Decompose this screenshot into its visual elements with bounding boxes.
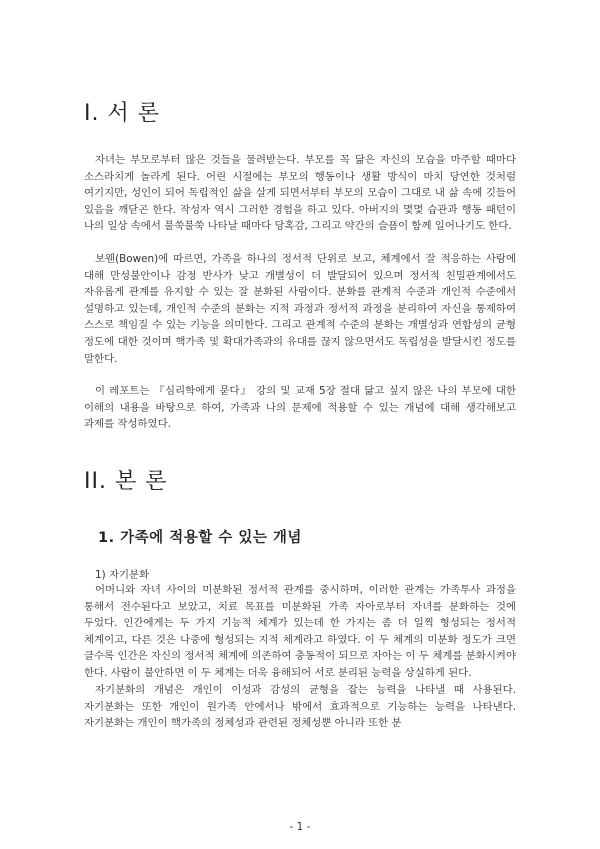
subsection-heading: 1. 가족에 적용할 수 있는 개념 xyxy=(98,530,302,546)
item-label-self-differentiation: 1) 자기분화 xyxy=(95,569,150,581)
intro-paragraph-3: 이 레포트는 『심리학에게 묻다』 강의 및 교재 5장 절대 닮고 싶지 않은 나의 부모에 대한 이해의 내용을 바탕으로 하여, 가족과 나의 문제에 적용할 수 있는 개념에 대해 생각해보고 과제를 작성하였다. xyxy=(84,385,516,431)
body-paragraph-2: 자기분화의 개념은 개인이 이성과 감성의 균형을 잡는 능력을 나타낼 때 사용된다. 자기분화는 또한 개인이 원가족 안에서나 밖에서 효과적으로 기능하는 능력을 나타낸다. 자기분화는 개인이 핵가족의 정체성과 관련된 정체성뿐 아니라 또한 분 xyxy=(84,684,516,730)
section-heading-body: II. 본 론 xyxy=(84,469,168,494)
intro-paragraph-1: 자녀는 부모로부터 많은 것들을 물려받는다. 부모를 꼭 닮은 자신의 모습을 마주할 때마다 소스라치게 놀라게 된다. 어린 시절에는 부모의 행동이나 생활 방식이 마치 당연한 것처럼 여기지만, 성인이 되어 독립적인 삶을 살게 되면서부터 부모의 모습이 그대로 내 삶 속에 깃들어 있음을 깨닫곤 한다. 작성자 역시 그러한 경험을 하고 있다. 아버지의 몇몇 습관과 행동 패턴이 나의 일상 속에서 불쑥불쑥 나타날 때마다 당혹감, 그리고 약간의 슬픔이 함께 일어나기도 한다. xyxy=(84,154,516,233)
page-number: - 1 - xyxy=(289,821,311,833)
section-heading-introduction: I. 서 론 xyxy=(84,101,160,126)
body-paragraph-1: 어머니와 자녀 사이의 미분화된 정서적 관계를 중시하며, 이러한 관계는 가족투사 과정을 통해서 전수된다고 보았고, 치료 목표를 미분화된 가족 자아로부터 자녀를 분화하는 것에 두었다. 인간에게는 두 가지 기능적 체계가 있는데 한 가지는 좀 더 일찍 형성되는 정서적 체계이고, 다른 것은 나중에 형성되는 지적 체계라고 하였다. 이 두 체계의 미분화 정도가 크면 클수록 인간은 자신의 정서적 체계에 의존하여 충동적이 되므로 자아는 이 두 체계를 분화시켜야 한다. 사람이 불안하면 이 두 체계는 더욱 융해되어 서로 분리된 능력을 상실하게 된다. xyxy=(84,584,516,679)
intro-paragraph-2: 보웬(Bowen)에 따르면, 가족을 하나의 정서적 단위로 보고, 체계에서 잘 적응하는 사람에 대해 만성불안이나 감정 반사가 낮고 개별성이 더 발달되어 있으며 정서적 친밀관계에서도 자유롭게 관계를 유지할 수 있는 잘 분화된 사람이다. 분화를 관계적 수준과 개인적 수준에서 설명하고 있는데, 개인적 수준의 분화는 지적 과정과 정서적 과정을 분리하여 자신을 통제하여 스스로 책임질 수 있는 기능을 의미한다. 그리고 관계적 수준의 분화는 개별성과 연합성의 균형 정도에 대한 것이며 핵가족 및 확대가족과의 유대를 끊지 않으면서도 독립성을 발달시킨 정도를 말한다. xyxy=(84,253,516,365)
